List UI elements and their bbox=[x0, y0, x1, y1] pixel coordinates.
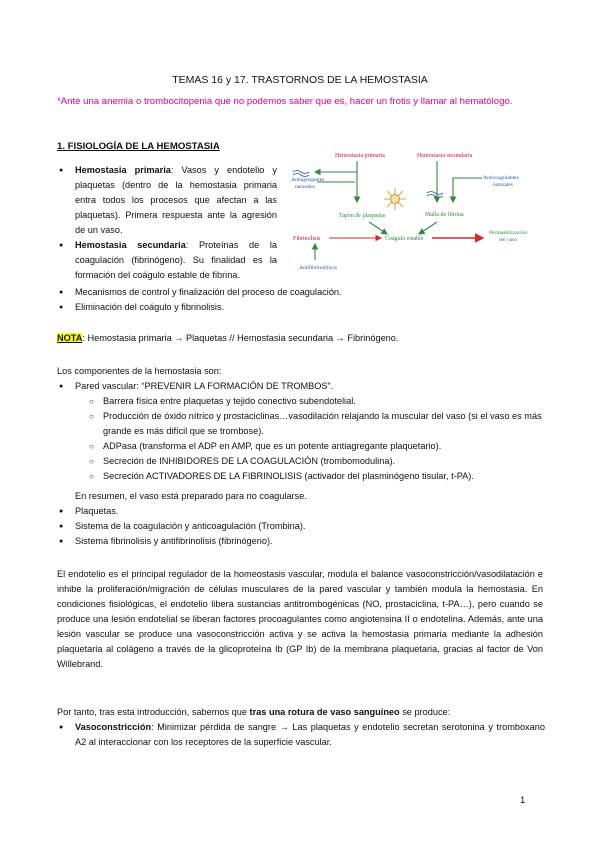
label-permeabilizacion: Permeabilización bbox=[489, 230, 528, 236]
nota-line: NOTA: Hemostasia primaria → Plaquetas // Hemostasia secundaria → Fibrinógeno. bbox=[57, 333, 399, 343]
label-malla: Malla de fibrina bbox=[425, 212, 464, 218]
list-item: ● Vasoconstricción: Minimizar pérdida de sangre → Las plaquetas y endotelio secretan serotonina y tromboxano A2 al interaccionar con los receptores de la superficie vascular. bbox=[59, 720, 545, 750]
list-item: ○ Secreción ACTIVADORES DE LA FIBRINOLISIS (activador del plasminógeno tisular, t-PA). bbox=[89, 469, 545, 484]
label-antiagregantes: Antiagregantes bbox=[291, 177, 325, 183]
endotelio-paragraph: El endotelio es el principal regulador de la homeostasis vascular, modula el balance vasoconstricción/vasodilatación e inhibe la proliferación/migración de células musculares de la pared vascular y también modula la hemostasia. En condiciones fisiológicas, el endotelio libera sustancias antitrombogénicas (NO, prostaciclina, t-PA…), pero cuando se produce una lesión endotelial se liberan factores procoagulantes como angiotensina II o endotelina. Además, ante una lesión vascular se produce una vasoconstricción activa y se activa la hemostasia primaria mediante la adhesión plaquetaria al colágeno a través de la glicoproteína Ib (GP Ib) de la membrana plaquetaria, gracias al factor de Von Willebrand. bbox=[57, 569, 543, 669]
others-list bbox=[59, 504, 545, 549]
list-item: ● Hemostasia primaria: Vasos y endotelio y plaquetas (dentro de la hemostasia primaria entra todos los procesos que afectan a las plaquetas). Primera respuesta ante la agresión de un vaso. bbox=[59, 163, 277, 238]
list-item: ○ ADPasa (transforma el ADP en AMP, que es un potente antiagregante plaquetario). bbox=[89, 439, 545, 454]
label-antifibrinoliticos: Antifibrinolíticos bbox=[299, 265, 338, 271]
rotura-list bbox=[59, 720, 545, 750]
componentes-list bbox=[59, 379, 545, 484]
intro-note: *Ante una anemia o trombocitopenia que no podemos saber que es, hacer un frotis y llamar al hematólogo. bbox=[57, 96, 513, 107]
svg-text:del vaso: del vaso bbox=[499, 237, 518, 243]
list-item: ● Mecanismos de control y finalización del proceso de coagulación. bbox=[59, 285, 545, 300]
nota-label: NOTA bbox=[57, 333, 83, 343]
list-item: ● Pared vascular: “PREVENIR LA FORMACIÓN DE TROMBOS”. ○ Barrera física entre plaquetas y tejido conectivo subendotelial. ○ Producción de óxido nítrico y prostaciclinas…vasodilación relajando la muscular del vaso (si el vaso es más grande es más difícil que se trombose). ○ ADPasa (transforma el ADP en AMP, que es un potente antiagregante plaquetario). ○ Secreción de INHIBIDORES DE LA COAGULACIÓN (trombomodulina). ○ Secreción ACTIVADORES DE LA FIBRINOLISIS (activador del plasminógeno tisular, t-PA). bbox=[59, 379, 545, 484]
list-item: ● Sistema de la coagulación y anticoagulación (Trombina). bbox=[59, 519, 545, 534]
pared-sublist bbox=[89, 394, 545, 484]
control-list bbox=[59, 285, 545, 315]
list-item: ● Hemostasia secundaria: Proteínas de la coagulación (fibrinógeno). Su finalidad es la formación del coágulo estable de fibrina. bbox=[59, 238, 277, 283]
list-item: ● Eliminación del coágulo y fibrinolisis. bbox=[59, 300, 545, 315]
page-number: 1 bbox=[520, 795, 526, 806]
list-item: ● Sistema fibrinolisis y antifibrinolisis (fibrinógeno). bbox=[59, 534, 545, 549]
resumen-line: En resumen, el vaso está preparado para no coagularse. bbox=[75, 491, 307, 501]
document-title: TEMAS 16 y 17. TRASTORNOS DE LA HEMOSTASIA bbox=[172, 74, 428, 86]
svg-text:naturales: naturales bbox=[493, 182, 513, 188]
platelet-icon bbox=[384, 188, 406, 210]
list-item: ○ Producción de óxido nítrico y prostaciclinas…vasodilación relajando la muscular del vaso (si el vaso es más grande es más difícil que se trombose). bbox=[89, 409, 545, 439]
list-item: ○ Barrera física entre plaquetas y tejido conectivo subendotelial. bbox=[89, 394, 545, 409]
hemostasia-diagram bbox=[287, 150, 545, 285]
componentes-intro: Los componentes de la hemostasia son: bbox=[57, 366, 222, 376]
label-anticoagulantes: Anticoagulantes bbox=[483, 175, 519, 181]
wave-icon bbox=[293, 171, 309, 177]
label-hem-secundaria: Hemostasia secundaria bbox=[417, 153, 473, 159]
rotura-line: Por tanto, tras esta introducción, sabemos que tras una rotura de vaso sanguíneo se produce: bbox=[57, 707, 451, 717]
wave-icon bbox=[427, 192, 443, 198]
section-heading: 1. FISIOLOGÍA DE LA HEMOSTASIA bbox=[57, 141, 220, 152]
list-item: ○ Secreción de INHIBIDORES DE LA COAGULACIÓN (trombomodulina). bbox=[89, 454, 545, 469]
label-tapon: Tapón de plaquetas bbox=[339, 213, 386, 219]
label-hem-primaria: Hemostasia primaria bbox=[335, 153, 385, 159]
label-coagulo: Coágulo estable bbox=[385, 236, 424, 242]
list-item: ● Plaquetas. bbox=[59, 504, 545, 519]
hemostasia-list bbox=[59, 163, 277, 283]
svg-text:naturales: naturales bbox=[295, 184, 315, 190]
label-fibrinolisis: Fibrinolisis bbox=[293, 236, 321, 242]
